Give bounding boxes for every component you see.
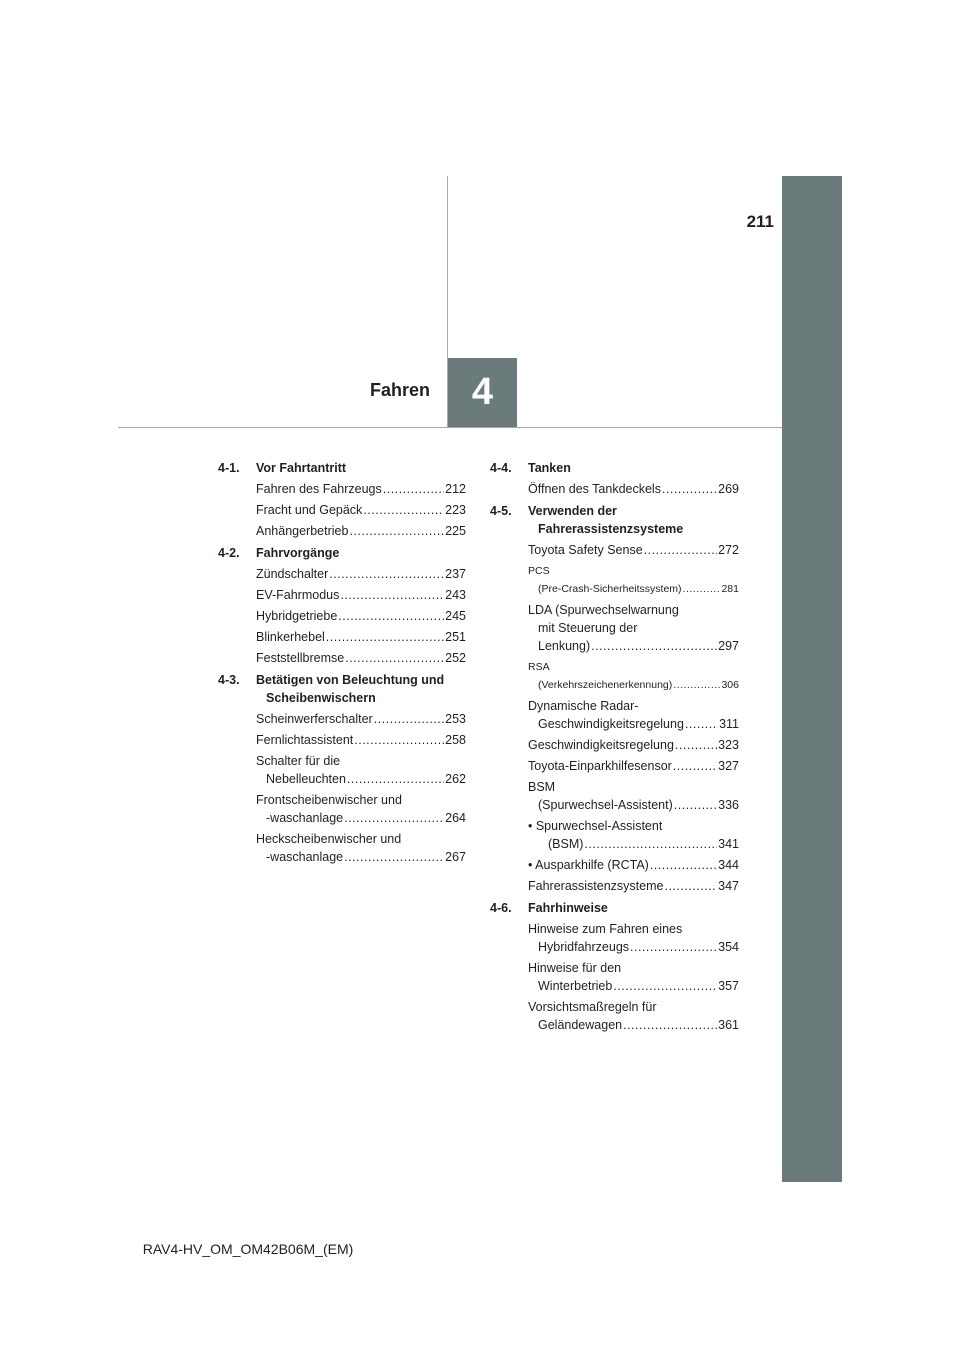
toc-page-number: 297 — [718, 638, 739, 653]
toc-entry-line — [528, 796, 739, 814]
toc-entry[interactable] — [256, 750, 466, 789]
dot-leader — [349, 522, 444, 540]
section-title — [528, 502, 739, 538]
toc-entry-text — [256, 586, 466, 604]
toc-entry-label: Geländewagen — [538, 1017, 623, 1032]
horizontal-rule — [118, 427, 782, 428]
section-title — [528, 459, 739, 477]
toc-section — [490, 458, 739, 499]
toc-entry[interactable] — [528, 755, 739, 776]
toc-page-number: 347 — [718, 878, 739, 893]
toc-entry-line — [256, 607, 466, 625]
toc-entry-line: Hinweise zum Fahren eines — [528, 921, 683, 936]
toc-section — [218, 458, 466, 541]
toc-entry[interactable] — [256, 563, 466, 584]
toc-entry[interactable] — [256, 499, 466, 520]
toc-entry-text — [528, 658, 739, 694]
toc-entry-line — [528, 877, 739, 895]
toc-page-number: 223 — [445, 502, 466, 517]
toc-right-column — [490, 458, 739, 1037]
dot-leader — [338, 607, 444, 625]
dot-leader — [675, 736, 717, 754]
dot-leader — [584, 835, 717, 853]
toc-entry-label: -waschanlage — [266, 810, 344, 825]
section-title-line: Vor Fahrtantritt — [256, 461, 347, 475]
toc-entry-label: Toyota Safety Sense — [528, 542, 643, 557]
toc-page-number: 212 — [445, 481, 466, 496]
toc-page-number: 281 — [721, 582, 739, 595]
section-heading — [218, 458, 466, 478]
toc-entry-label: Fracht und Gepäck — [256, 502, 363, 517]
toc-entry-line — [256, 586, 466, 604]
toc-page-number: 272 — [718, 542, 739, 557]
toc-entry-text — [256, 628, 466, 646]
toc-entry-line — [256, 809, 466, 827]
toc-entry-text — [256, 522, 466, 540]
dot-leader — [673, 757, 717, 775]
dot-leader — [326, 628, 444, 646]
toc-entry-line — [528, 480, 739, 498]
toc-entry[interactable] — [528, 957, 739, 996]
toc-entry[interactable] — [256, 478, 466, 499]
toc-entry[interactable] — [528, 815, 739, 854]
toc-entry-line: Schalter für die — [256, 753, 341, 768]
toc-entry-text — [528, 920, 739, 956]
toc-entry-text — [528, 736, 739, 754]
toc-entry[interactable] — [528, 560, 739, 599]
toc-entry-line: • Spurwechsel-Assistent — [528, 818, 663, 833]
toc-entry-line — [256, 628, 466, 646]
toc-entry-line — [528, 1016, 739, 1034]
toc-entry-line — [256, 565, 466, 583]
dot-leader — [623, 1016, 717, 1034]
toc-entry-text — [256, 480, 466, 498]
section-number: 4-4. — [490, 461, 512, 475]
toc-entry-label: (Spurwechsel-Assistent) — [538, 797, 673, 812]
toc-entry-label: Winterbetrieb — [538, 978, 613, 993]
toc-entry-label: (BSM) — [548, 836, 584, 851]
toc-entry-label: Hybridgetriebe — [256, 608, 338, 623]
toc-entry-text — [256, 565, 466, 583]
toc-page-number: 262 — [445, 771, 466, 786]
dot-leader — [345, 649, 444, 667]
toc-entry-label: Fernlichtassistent — [256, 732, 354, 747]
toc-entry-text — [528, 480, 739, 498]
toc-entry-text — [528, 877, 739, 895]
section-heading — [218, 543, 466, 563]
toc-entry-text — [256, 752, 466, 788]
toc-entry-line: BSM — [528, 779, 556, 794]
toc-entry[interactable] — [528, 854, 739, 875]
section-title — [256, 544, 466, 562]
toc-entry-text — [256, 710, 466, 728]
toc-page-number: 253 — [445, 711, 466, 726]
toc-entry[interactable] — [528, 875, 739, 896]
dot-leader — [662, 480, 717, 498]
toc-entry-label: (Pre-Crash-Sicherheitssystem) — [538, 582, 682, 595]
toc-entry[interactable] — [528, 695, 739, 734]
toc-page-number: 264 — [445, 810, 466, 825]
toc-entry-label: Toyota-Einparkhilfesensor — [528, 758, 672, 773]
toc-entry-line — [528, 715, 739, 733]
dot-leader — [591, 637, 717, 655]
toc-entry-text — [528, 697, 739, 733]
toc-page-number: 354 — [718, 939, 739, 954]
toc-entry-label: Blinkerhebel — [256, 629, 325, 644]
dot-leader — [613, 977, 717, 995]
toc-entry[interactable] — [528, 478, 739, 499]
section-title — [528, 899, 739, 917]
toc-entry-line — [528, 856, 739, 874]
toc-entry-text — [256, 791, 466, 827]
toc-page-number: 327 — [718, 758, 739, 773]
dot-leader — [344, 809, 444, 827]
toc-entry-text — [528, 856, 739, 874]
toc-entry-text — [256, 731, 466, 749]
chapter-tab-bar — [782, 176, 842, 1182]
toc-entry[interactable] — [256, 605, 466, 626]
toc-entry-line — [256, 710, 466, 728]
document-code: RAV4-HV_OM_OM42B06M_(EM) — [142, 1241, 354, 1257]
toc-entry-line — [256, 649, 466, 667]
toc-entry-text — [528, 778, 739, 814]
toc-entry-line — [528, 637, 739, 655]
toc-entry-line — [256, 848, 466, 866]
dot-leader — [630, 938, 717, 956]
toc-entry-label: Zündschalter — [256, 566, 329, 581]
toc-entry-text — [528, 757, 739, 775]
toc-page-number: 344 — [718, 857, 739, 872]
toc-entry[interactable] — [528, 996, 739, 1035]
toc-entry-line: RSA — [528, 660, 550, 673]
page-number: 211 — [746, 212, 774, 231]
toc-entry-line — [528, 541, 739, 559]
toc-entry-label: Fahrerassistenzsysteme — [528, 878, 664, 893]
toc-entry-line: Dynamische Radar- — [528, 698, 639, 713]
toc-entry[interactable] — [256, 626, 466, 647]
dot-leader — [644, 541, 717, 559]
toc-entry-line: PCS — [528, 564, 550, 577]
toc-entry[interactable] — [256, 729, 466, 750]
toc-entry-text — [528, 562, 739, 598]
toc-entry-line — [256, 522, 466, 540]
toc-entry[interactable] — [256, 789, 466, 828]
toc-page-number: 237 — [445, 566, 466, 581]
toc-page-number: 306 — [721, 678, 739, 691]
dot-leader — [683, 580, 721, 598]
section-title-line: Tanken — [528, 461, 571, 475]
dot-leader — [383, 480, 444, 498]
section-number: 4-1. — [218, 461, 240, 475]
dot-leader — [347, 770, 444, 788]
toc-page-number: 361 — [718, 1017, 739, 1032]
toc-entry-label: Öffnen des Tankdeckels — [528, 481, 661, 496]
toc-section — [218, 670, 466, 867]
toc-entry-text — [528, 817, 739, 853]
toc-entry-label: Geschwindigkeitsregelung — [538, 716, 684, 731]
dot-leader — [685, 715, 718, 733]
toc-entry[interactable] — [256, 584, 466, 605]
section-title-line: Verwenden der — [528, 504, 617, 518]
dot-leader — [374, 710, 444, 728]
toc-entry-line — [528, 580, 739, 598]
toc-page-number: 341 — [718, 836, 739, 851]
toc-page-number: 357 — [718, 978, 739, 993]
toc-entry-label: (Verkehrszeichenerkennung) — [538, 678, 673, 691]
toc-entry-text — [528, 998, 739, 1034]
toc-entry-line — [256, 480, 466, 498]
toc-entry-line: Heckscheibenwischer und — [256, 831, 402, 846]
section-number: 4-5. — [490, 504, 512, 518]
section-title — [256, 459, 466, 477]
toc-entry-line — [528, 938, 739, 956]
toc-entry-text — [528, 601, 739, 655]
toc-entry[interactable] — [528, 599, 739, 656]
section-title — [256, 671, 466, 707]
toc-entry-label: Nebelleuchten — [266, 771, 346, 786]
section-title-line: Fahrvorgänge — [256, 546, 340, 560]
section-heading — [218, 670, 466, 708]
section-title-line: Fahrhinweise — [528, 901, 608, 915]
dot-leader — [664, 877, 717, 895]
toc-page-number: 251 — [445, 629, 466, 644]
toc-page-number: 225 — [445, 523, 466, 538]
toc-page-number: 269 — [718, 481, 739, 496]
dot-leader — [329, 565, 444, 583]
toc-entry-line — [256, 770, 466, 788]
toc-entry-line: Hinweise für den — [528, 960, 622, 975]
toc-entry[interactable] — [528, 539, 739, 560]
toc-page-number: 336 — [718, 797, 739, 812]
toc-entry-line: mit Steuerung der — [538, 620, 638, 635]
toc-entry-text — [256, 501, 466, 519]
section-heading — [490, 501, 739, 539]
toc-page-number: 323 — [718, 737, 739, 752]
toc-entry[interactable] — [256, 520, 466, 541]
section-number: 4-6. — [490, 901, 512, 915]
dot-leader — [363, 501, 444, 519]
toc-entry[interactable] — [528, 734, 739, 755]
toc-entry-line — [528, 736, 739, 754]
toc-entry-text — [256, 649, 466, 667]
toc-entry[interactable] — [528, 776, 739, 815]
dot-leader — [673, 676, 720, 694]
section-title-line: Scheibenwischern — [266, 691, 376, 705]
toc-entry-line — [528, 676, 739, 694]
toc-entry-line: Vorsichtsmaßregeln für — [528, 999, 657, 1014]
toc-page-number: 243 — [445, 587, 466, 602]
section-heading — [490, 898, 739, 918]
toc-page-number: 252 — [445, 650, 466, 665]
toc-entry-label: • Ausparkhilfe (RCTA) — [528, 857, 649, 872]
toc-page-number: 245 — [445, 608, 466, 623]
section-title-line: Fahrerassistenzsysteme — [538, 522, 684, 536]
toc-entry-line — [256, 731, 466, 749]
toc-entry[interactable] — [256, 647, 466, 668]
toc-entry-line — [528, 977, 739, 995]
toc-entry-line: LDA (Spurwechselwarnung — [528, 602, 679, 617]
toc-page-number: 267 — [445, 849, 466, 864]
toc-entry[interactable] — [256, 828, 466, 867]
toc-section — [490, 501, 739, 896]
toc-entry-label: EV-Fahrmodus — [256, 587, 340, 602]
toc-entry-line — [528, 757, 739, 775]
toc-entry-line — [528, 835, 739, 853]
toc-entry-text — [256, 830, 466, 866]
toc-entry[interactable] — [528, 656, 739, 695]
toc-entry-text — [256, 607, 466, 625]
toc-entry-label: Anhängerbetrieb — [256, 523, 349, 538]
section-number: 4-3. — [218, 673, 240, 687]
toc-entry-line: Frontscheibenwischer und — [256, 792, 402, 807]
toc-section — [490, 898, 739, 1035]
chapter-title: Fahren — [369, 380, 430, 400]
toc-entry-label: Geschwindigkeitsregelung — [528, 737, 674, 752]
toc-entry-label: Lenkung) — [538, 638, 591, 653]
toc-entry-label: Feststellbremse — [256, 650, 345, 665]
toc-entry-label: Hybridfahrzeugs — [538, 939, 630, 954]
toc-entry-text — [528, 959, 739, 995]
dot-leader — [344, 848, 444, 866]
dot-leader — [354, 731, 444, 749]
toc-page-number: 311 — [719, 716, 739, 731]
toc-entry-line — [256, 501, 466, 519]
toc-page-number: 258 — [445, 732, 466, 747]
dot-leader — [674, 796, 717, 814]
section-heading — [490, 458, 739, 478]
section-number: 4-2. — [218, 546, 240, 560]
dot-leader — [340, 586, 444, 604]
toc-section — [218, 543, 466, 668]
toc-entry-label: Scheinwerferschalter — [256, 711, 373, 726]
toc-entry-label: -waschanlage — [266, 849, 344, 864]
section-title-line: Betätigen von Beleuchtung und — [256, 673, 445, 687]
toc-entry-text — [528, 541, 739, 559]
toc-entry[interactable] — [528, 918, 739, 957]
toc-entry[interactable] — [256, 708, 466, 729]
chapter-number: 4 — [448, 358, 517, 427]
toc-left-column — [218, 458, 466, 869]
dot-leader — [650, 856, 717, 874]
toc-entry-label: Fahren des Fahrzeugs — [256, 481, 382, 496]
